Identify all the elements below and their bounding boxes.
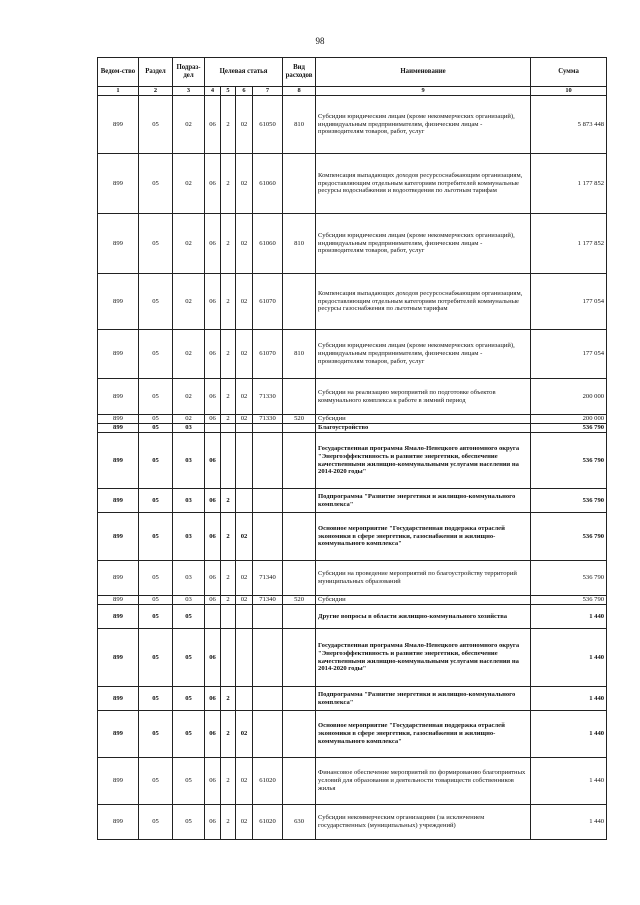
column-number-row — [98, 87, 607, 96]
cell-name: Субсидии на проведение мероприятий по благоустройству территорий муниципальных образований — [316, 561, 531, 596]
table-row — [98, 330, 607, 379]
cell-ved: 899 — [98, 214, 139, 274]
cell-sum: 1 177 852 — [531, 154, 607, 214]
table-row — [98, 605, 607, 629]
table-row — [98, 96, 607, 154]
cell-target-3: 02 — [236, 379, 253, 415]
table-body — [98, 96, 607, 840]
cell-podrazdel: 05 — [173, 711, 205, 758]
cell-target-4: 71340 — [253, 596, 283, 605]
cell-ved: 899 — [98, 489, 139, 513]
cell-target-3 — [236, 605, 253, 629]
col-number: 2 — [139, 87, 173, 96]
cell-target-4: 71330 — [253, 379, 283, 415]
cell-razdel: 05 — [139, 805, 173, 840]
cell-name: Компенсация выпадающих доходов ресурсоснабжающим организациям, предоставляющим отдельным категориям потребителей коммунальные ресурсы водоснабжения и водоотведения по льготным тарифам — [316, 154, 531, 214]
cell-ved: 899 — [98, 605, 139, 629]
cell-sum: 1 440 — [531, 629, 607, 687]
cell-target-3: 02 — [236, 214, 253, 274]
cell-name: Государственная программа Ямало-Ненецкого автономного округа "Энергоэффективность и развитие энергетики, обеспечение качественными жилищно-коммунальными услугами населения на 2014-2020 годы" — [316, 629, 531, 687]
cell-podrazdel: 02 — [173, 214, 205, 274]
cell-target-1: 06 — [205, 513, 221, 561]
table-row — [98, 415, 607, 424]
cell-vid — [283, 605, 316, 629]
cell-vid — [283, 379, 316, 415]
cell-sum: 200 000 — [531, 379, 607, 415]
cell-razdel: 05 — [139, 561, 173, 596]
cell-name: Субсидии — [316, 415, 531, 424]
cell-sum: 536 790 — [531, 596, 607, 605]
cell-target-2 — [221, 629, 236, 687]
cell-vid: 630 — [283, 805, 316, 840]
cell-target-4 — [253, 433, 283, 489]
cell-podrazdel: 05 — [173, 629, 205, 687]
cell-razdel: 05 — [139, 687, 173, 711]
cell-podrazdel: 05 — [173, 805, 205, 840]
cell-vid — [283, 424, 316, 433]
cell-vid — [283, 274, 316, 330]
cell-target-1: 06 — [205, 711, 221, 758]
cell-target-2: 2 — [221, 687, 236, 711]
cell-ved: 899 — [98, 96, 139, 154]
cell-ved: 899 — [98, 379, 139, 415]
cell-target-2: 2 — [221, 489, 236, 513]
cell-target-3: 02 — [236, 415, 253, 424]
cell-podrazdel: 05 — [173, 687, 205, 711]
cell-sum: 1 440 — [531, 605, 607, 629]
cell-target-2: 2 — [221, 711, 236, 758]
cell-vid — [283, 513, 316, 561]
table-row — [98, 758, 607, 805]
cell-sum: 536 790 — [531, 433, 607, 489]
cell-razdel: 05 — [139, 758, 173, 805]
table-row — [98, 687, 607, 711]
cell-razdel: 05 — [139, 513, 173, 561]
cell-razdel: 05 — [139, 96, 173, 154]
col-number: 1 — [98, 87, 139, 96]
cell-sum: 1 440 — [531, 805, 607, 840]
cell-target-1: 06 — [205, 687, 221, 711]
cell-target-1: 06 — [205, 214, 221, 274]
cell-vid — [283, 489, 316, 513]
cell-target-1: 06 — [205, 561, 221, 596]
cell-target-4 — [253, 489, 283, 513]
cell-target-3: 02 — [236, 154, 253, 214]
cell-name: Субсидии на реализацию мероприятий по подготовке объектов коммунального комплекса к работе в зимний период — [316, 379, 531, 415]
cell-target-4 — [253, 513, 283, 561]
cell-razdel: 05 — [139, 154, 173, 214]
table-row — [98, 805, 607, 840]
cell-target-1: 06 — [205, 805, 221, 840]
cell-name: Субсидии некоммерческим организациям (за исключением государственных (муниципальных) учреждений) — [316, 805, 531, 840]
cell-name: Субсидии — [316, 596, 531, 605]
cell-vid — [283, 561, 316, 596]
cell-target-2: 2 — [221, 379, 236, 415]
cell-target-4: 71330 — [253, 415, 283, 424]
cell-ved: 899 — [98, 433, 139, 489]
table-row — [98, 489, 607, 513]
cell-razdel: 05 — [139, 629, 173, 687]
table-row — [98, 433, 607, 489]
cell-target-3: 02 — [236, 711, 253, 758]
cell-target-4 — [253, 687, 283, 711]
cell-target-2: 2 — [221, 96, 236, 154]
cell-name: Субсидии юридическим лицам (кроме некоммерческих организаций), индивидуальным предпринимателям, физическим лицам - производителям товаров, работ, услуг — [316, 330, 531, 379]
cell-target-3: 02 — [236, 561, 253, 596]
col-number: 4 — [205, 87, 221, 96]
cell-target-2: 2 — [221, 415, 236, 424]
cell-razdel: 05 — [139, 433, 173, 489]
cell-target-3: 02 — [236, 96, 253, 154]
cell-name: Благоустройство — [316, 424, 531, 433]
cell-target-1: 06 — [205, 489, 221, 513]
table-row — [98, 424, 607, 433]
cell-target-2: 2 — [221, 596, 236, 605]
cell-target-4: 61060 — [253, 154, 283, 214]
cell-target-4: 61070 — [253, 274, 283, 330]
cell-podrazdel: 05 — [173, 605, 205, 629]
cell-target-4 — [253, 424, 283, 433]
cell-razdel: 05 — [139, 596, 173, 605]
cell-podrazdel: 03 — [173, 489, 205, 513]
cell-target-4: 61060 — [253, 214, 283, 274]
cell-ved: 899 — [98, 805, 139, 840]
cell-podrazdel: 02 — [173, 96, 205, 154]
cell-name: Основное мероприятие "Государственная поддержка отраслей экономики в сфере энергетики, газоснабжения и жилищно-коммунального комплекса" — [316, 513, 531, 561]
table-row — [98, 154, 607, 214]
cell-sum: 1 177 852 — [531, 214, 607, 274]
cell-target-4: 71340 — [253, 561, 283, 596]
cell-vid — [283, 154, 316, 214]
cell-sum: 200 000 — [531, 415, 607, 424]
cell-sum: 536 790 — [531, 513, 607, 561]
page-number: 98 — [315, 36, 325, 46]
cell-vid: 810 — [283, 96, 316, 154]
cell-podrazdel: 03 — [173, 513, 205, 561]
cell-target-2 — [221, 424, 236, 433]
cell-ved: 899 — [98, 596, 139, 605]
cell-target-3: 02 — [236, 758, 253, 805]
cell-name: Подпрограмма "Развитие энергетики и жилищно-коммунального комплекса" — [316, 687, 531, 711]
cell-vid: 520 — [283, 596, 316, 605]
cell-target-1 — [205, 424, 221, 433]
cell-ved: 899 — [98, 758, 139, 805]
cell-name: Компенсация выпадающих доходов ресурсоснабжающим организациям, предоставляющим отдельным категориям потребителей коммунальные ресурсы газоснабжения по льготным тарифам — [316, 274, 531, 330]
cell-target-3 — [236, 433, 253, 489]
cell-target-1: 06 — [205, 758, 221, 805]
cell-razdel: 05 — [139, 605, 173, 629]
cell-sum: 536 790 — [531, 561, 607, 596]
cell-target-1: 06 — [205, 154, 221, 214]
cell-ved: 899 — [98, 513, 139, 561]
cell-target-2: 2 — [221, 214, 236, 274]
cell-sum: 5 873 448 — [531, 96, 607, 154]
cell-ved: 899 — [98, 424, 139, 433]
cell-sum: 536 790 — [531, 424, 607, 433]
cell-ved: 899 — [98, 154, 139, 214]
cell-podrazdel: 03 — [173, 433, 205, 489]
cell-name: Субсидии юридическим лицам (кроме некоммерческих организаций), индивидуальным предпринимателям, физическим лицам - производителям товаров, работ, услуг — [316, 96, 531, 154]
cell-target-4: 61020 — [253, 805, 283, 840]
table-row — [98, 274, 607, 330]
cell-podrazdel: 03 — [173, 596, 205, 605]
cell-target-1: 06 — [205, 330, 221, 379]
header-sum: Сумма — [531, 58, 607, 87]
cell-vid: 520 — [283, 415, 316, 424]
cell-razdel: 05 — [139, 711, 173, 758]
cell-vid — [283, 629, 316, 687]
cell-name: Финансовое обеспечение мероприятий по формированию благоприятных условий для образования и деятельности товариществ собственников жилья — [316, 758, 531, 805]
cell-target-1: 06 — [205, 629, 221, 687]
cell-target-2: 2 — [221, 154, 236, 214]
table-header — [98, 58, 607, 87]
table-row — [98, 711, 607, 758]
cell-sum: 536 790 — [531, 489, 607, 513]
header-ved: Ведом-ство — [98, 58, 139, 87]
cell-target-1: 06 — [205, 274, 221, 330]
cell-target-3: 02 — [236, 274, 253, 330]
cell-target-1: 06 — [205, 433, 221, 489]
cell-target-3: 02 — [236, 596, 253, 605]
cell-target-4: 61020 — [253, 758, 283, 805]
table-row — [98, 596, 607, 605]
cell-target-3: 02 — [236, 330, 253, 379]
cell-sum: 1 440 — [531, 687, 607, 711]
header-podrazdel: Подраз-дел — [173, 58, 205, 87]
cell-vid — [283, 687, 316, 711]
col-number: 9 — [316, 87, 531, 96]
table-row — [98, 214, 607, 274]
cell-target-1: 06 — [205, 596, 221, 605]
cell-podrazdel: 02 — [173, 154, 205, 214]
cell-vid: 810 — [283, 330, 316, 379]
table-row — [98, 561, 607, 596]
cell-ved: 899 — [98, 687, 139, 711]
cell-name: Государственная программа Ямало-Ненецкого автономного округа "Энергоэффективность и развитие энергетики, обеспечение качественными жилищно-коммунальными услугами населения на 2014-2020 годы" — [316, 433, 531, 489]
cell-podrazdel: 02 — [173, 379, 205, 415]
cell-podrazdel: 05 — [173, 758, 205, 805]
cell-target-4 — [253, 605, 283, 629]
cell-podrazdel: 02 — [173, 274, 205, 330]
cell-target-2: 2 — [221, 758, 236, 805]
cell-vid — [283, 711, 316, 758]
cell-razdel: 05 — [139, 274, 173, 330]
cell-razdel: 05 — [139, 379, 173, 415]
cell-target-4 — [253, 711, 283, 758]
cell-target-1: 06 — [205, 415, 221, 424]
cell-target-2: 2 — [221, 561, 236, 596]
cell-target-3 — [236, 489, 253, 513]
col-number: 5 — [221, 87, 236, 96]
cell-razdel: 05 — [139, 415, 173, 424]
cell-name: Другие вопросы в области жилищно-коммунального хозяйства — [316, 605, 531, 629]
cell-podrazdel: 03 — [173, 561, 205, 596]
cell-target-1 — [205, 605, 221, 629]
cell-target-4: 61070 — [253, 330, 283, 379]
cell-name: Субсидии юридическим лицам (кроме некоммерческих организаций), индивидуальным предпринимателям, физическим лицам - производителям товаров, работ, услуг — [316, 214, 531, 274]
cell-name: Подпрограмма "Развитие энергетики и жилищно-коммунального комплекса" — [316, 489, 531, 513]
cell-target-3 — [236, 629, 253, 687]
col-number: 7 — [253, 87, 283, 96]
cell-sum: 177 054 — [531, 274, 607, 330]
cell-ved: 899 — [98, 330, 139, 379]
cell-sum: 1 440 — [531, 758, 607, 805]
cell-sum: 177 054 — [531, 330, 607, 379]
cell-podrazdel: 03 — [173, 424, 205, 433]
cell-target-3: 02 — [236, 513, 253, 561]
header-vid: Вид расходов — [283, 58, 316, 87]
cell-target-1: 06 — [205, 96, 221, 154]
cell-vid — [283, 758, 316, 805]
table-row — [98, 629, 607, 687]
table-row — [98, 513, 607, 561]
header-razdel: Раздел — [139, 58, 173, 87]
cell-razdel: 05 — [139, 424, 173, 433]
header-target: Целевая статья — [205, 58, 283, 87]
cell-target-3 — [236, 687, 253, 711]
cell-target-3: 02 — [236, 805, 253, 840]
cell-target-2: 2 — [221, 805, 236, 840]
cell-razdel: 05 — [139, 214, 173, 274]
table-row — [98, 379, 607, 415]
cell-target-2 — [221, 433, 236, 489]
cell-vid — [283, 433, 316, 489]
cell-podrazdel: 02 — [173, 415, 205, 424]
col-number: 3 — [173, 87, 205, 96]
cell-target-2 — [221, 605, 236, 629]
budget-table — [97, 57, 607, 840]
cell-target-1: 06 — [205, 379, 221, 415]
cell-name: Основное мероприятие "Государственная поддержка отраслей экономики в сфере энергетики, газоснабжения и жилищно-коммунального комплекса" — [316, 711, 531, 758]
col-number: 8 — [283, 87, 316, 96]
cell-target-2: 2 — [221, 513, 236, 561]
cell-target-3 — [236, 424, 253, 433]
cell-ved: 899 — [98, 711, 139, 758]
cell-target-4: 61050 — [253, 96, 283, 154]
col-number: 10 — [531, 87, 607, 96]
col-number: 6 — [236, 87, 253, 96]
cell-podrazdel: 02 — [173, 330, 205, 379]
cell-razdel: 05 — [139, 330, 173, 379]
cell-vid: 810 — [283, 214, 316, 274]
cell-ved: 899 — [98, 561, 139, 596]
cell-target-2: 2 — [221, 274, 236, 330]
header-name: Наименование — [316, 58, 531, 87]
cell-target-2: 2 — [221, 330, 236, 379]
cell-ved: 899 — [98, 629, 139, 687]
cell-ved: 899 — [98, 274, 139, 330]
cell-sum: 1 440 — [531, 711, 607, 758]
cell-target-4 — [253, 629, 283, 687]
cell-razdel: 05 — [139, 489, 173, 513]
cell-ved: 899 — [98, 415, 139, 424]
